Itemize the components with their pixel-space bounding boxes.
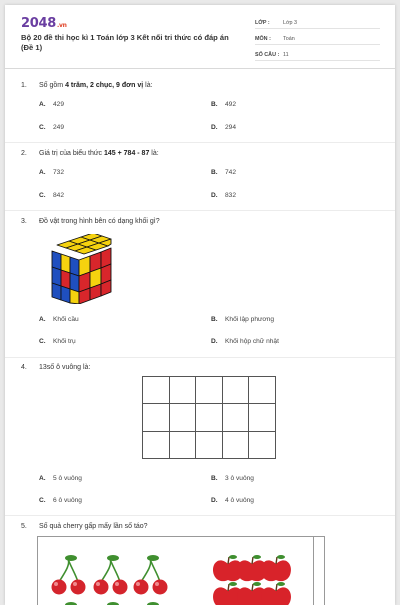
meta-grade: LỚP : Lớp 3 — [255, 17, 380, 29]
divider — [5, 142, 395, 143]
q3-option-b[interactable]: B. Khối lập phương — [211, 316, 275, 323]
question-2-text: Giá trị của biểu thức 145 + 784 - 87 là: — [39, 150, 159, 157]
q4-option-b[interactable]: B. 3 ô vuông — [211, 475, 254, 482]
q1-option-a[interactable]: A. 429 — [39, 101, 65, 108]
q1-option-c[interactable]: C. 249 — [39, 124, 65, 131]
question-5-text: Số quả cherry gấp mấy lần số táo? — [39, 523, 148, 530]
apple-image — [261, 555, 291, 581]
q1-option-b[interactable]: B. 492 — [211, 101, 237, 108]
box-divider — [313, 537, 314, 605]
q2-option-c[interactable]: C. 842 — [39, 192, 65, 199]
square-grid — [142, 376, 276, 459]
q2-option-b[interactable]: B. 742 — [211, 169, 237, 176]
fruit-picture-box — [37, 536, 325, 605]
question-3-text: Đồ vật trong hình bên có dạng khối gì? — [39, 218, 160, 225]
meta-question-count: SỐ CÂU : 11 — [255, 49, 380, 61]
divider — [5, 210, 395, 211]
q3-option-a[interactable]: A. Khối cầu — [39, 316, 79, 323]
grid-row — [143, 377, 276, 404]
divider — [5, 357, 395, 358]
q4-option-a[interactable]: A. 5 ô vuông — [39, 475, 82, 482]
cherry-image — [52, 555, 86, 595]
q1-option-d[interactable]: D. 294 — [211, 124, 237, 131]
rubik-cube-image — [43, 234, 113, 304]
q3-option-d[interactable]: D. Khối hộp chữ nhật — [211, 338, 279, 345]
page-header — [5, 5, 395, 69]
site-logo[interactable]: 2048.vn — [21, 16, 67, 31]
meta-subject: MÔN : Toán — [255, 33, 380, 45]
grid-row — [143, 431, 276, 458]
grid-row — [143, 404, 276, 431]
cherry-image — [94, 555, 128, 595]
q2-option-a[interactable]: A. 732 — [39, 169, 65, 176]
question-1-text: Số gồm 4 trăm, 2 chục, 9 đơn vị là: — [39, 82, 153, 89]
q4-option-d[interactable]: D. 4 ô vuông — [211, 497, 254, 504]
q4-option-c[interactable]: C. 6 ô vuông — [39, 497, 82, 504]
worksheet-page: 2048.vn Bộ 20 đề thi học kì 1 Toán lớp 3 Kết nối tri thức có đáp án (Đề 1) LỚP : Lớp 3 MÔN : Toán SỐ CÂU : 11 1. Số gồm 4 trăm, 2 chục, 9 đơn vị là: A. 429 B. 492 C. 249 D. 294 2. Giá trị của biểu thức 145 + 784 - 87 là: A. 732 B. 742 C. 842 D. 832 3. Đồ vật trong hình bên có dạng khối gì? A. Khối cầu B. Khối lập phương C. Khối trụ D. Khối hộp chữ nhật 4. 13số ô vuông là: A. 5 ô vuông B. 3 ô vuông C. 6 ô vuông D. 4 ô vuông 5. Số quả cherry gấp mấy lần số táo? — [5, 5, 395, 605]
document-title: Bộ 20 đề thi học kì 1 Toán lớp 3 Kết nối tri thức có đáp án (Đề 1) — [21, 33, 229, 52]
cherry-image — [134, 555, 168, 595]
q2-option-d[interactable]: D. 832 — [211, 192, 237, 199]
question-4-text: 13số ô vuông là: — [39, 364, 91, 371]
q3-option-c[interactable]: C. Khối trụ — [39, 338, 76, 345]
divider — [5, 515, 395, 516]
fruit-illustration — [38, 537, 308, 605]
apple-image — [261, 582, 291, 605]
